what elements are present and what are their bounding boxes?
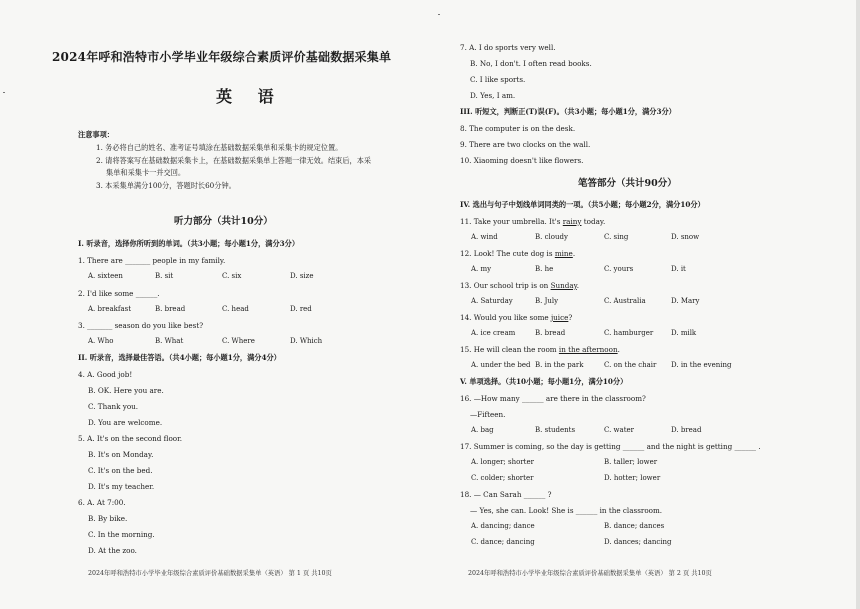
option-c: C. colder; shorter <box>471 474 534 482</box>
option-a: A. Who <box>88 337 114 345</box>
note-item: 2. 请将答案写在基础数据采集卡上，在基础数据采集单上答题一律无效。结束后，本采 <box>96 156 372 165</box>
option-d: D. dances; dancing <box>604 538 672 546</box>
question-stem: 15. He will clean the room in the afternoon. <box>460 345 620 354</box>
option-d: D. Which <box>290 337 323 345</box>
answer-line: D. It's my teacher. <box>88 482 155 491</box>
option-d: D. red <box>290 305 312 313</box>
option-d: D. it <box>671 265 686 273</box>
answer-line: C. In the morning. <box>88 530 155 539</box>
option-b: B. sit <box>155 272 174 280</box>
answer-line: 4. A. Good job! <box>78 370 133 379</box>
statement: 8. The computer is on the desk. <box>460 124 576 133</box>
question-stem: —Fifteen. <box>470 410 506 419</box>
question-stem: 2. I'd like some ______. <box>78 289 160 298</box>
answer-line: C. It's on the bed. <box>88 466 153 475</box>
question-stem: 11. Take your umbrella. It's rainy today. <box>460 217 606 226</box>
answer-line: B. OK. Here you are. <box>88 386 164 395</box>
option-c: C. head <box>222 305 249 313</box>
option-b: B. students <box>535 426 576 434</box>
answer-line: 7. A. I do sports very well. <box>460 43 556 52</box>
option-b: B. taller; lower <box>604 458 658 466</box>
option-c: C. yours <box>604 265 634 273</box>
question-stem: 18. — Can Sarah ______ ? <box>460 490 552 499</box>
option-a: A. breakfast <box>88 305 132 313</box>
answer-line: 5. A. It's on the second floor. <box>78 434 183 443</box>
question-stem: 12. Look! The cute dog is mine. <box>460 249 576 258</box>
option-a: A. sixteen <box>88 272 123 280</box>
option-d: D. snow <box>671 233 700 241</box>
footer-right: 2024年呼和浩特市小学毕业年级综合素质评价基础数据采集单（英语） 第 2 页 共10页 <box>468 570 712 577</box>
option-d: D. in the evening <box>671 361 732 369</box>
option-c: C. water <box>604 426 635 434</box>
option-b: B. July <box>535 297 559 305</box>
option-b: B. cloudy <box>535 233 568 241</box>
option-a: A. ice cream <box>471 329 516 337</box>
answer-line: D. At the zoo. <box>88 546 137 555</box>
exam-page-right <box>430 0 860 609</box>
scan-speck <box>3 92 5 93</box>
answer-line: D. You are welcome. <box>88 418 163 427</box>
exam-title: 2024年呼和浩特市小学毕业年级综合素质评价基础数据采集单 <box>52 50 392 64</box>
option-b: B. bread <box>535 329 566 337</box>
question-stem: 3. _______ season do you like best? <box>78 321 204 330</box>
option-c: C. sing <box>604 233 629 241</box>
answer-line: B. No, I don't. I often read books. <box>470 59 592 68</box>
option-d: D. size <box>290 272 314 280</box>
option-b: B. in the park <box>535 361 584 369</box>
option-c: C. six <box>222 272 242 280</box>
option-a: A. wind <box>471 233 498 241</box>
subject-title: 英 语 <box>216 87 284 106</box>
option-a: A. longer; shorter <box>471 458 534 466</box>
answer-line: 6. A. At 7:00. <box>78 498 126 507</box>
question-stem: — Yes, she can. Look! She is ______ in the classroom. <box>470 506 663 515</box>
answer-line: B. It's on Monday. <box>88 450 154 459</box>
part1-heading: I. 听录音，选择你所听到的单词。（共3小题；每小题1分，满分3分） <box>78 239 300 248</box>
option-d: D. Mary <box>671 297 700 305</box>
scan-speck <box>438 14 440 15</box>
question-stem: 13. Our school trip is on Sunday. <box>460 281 580 290</box>
option-c: C. Australia <box>604 297 646 305</box>
notes-heading: 注意事项： <box>78 130 114 139</box>
option-d: D. milk <box>671 329 697 337</box>
option-c: C. dance; dancing <box>471 538 535 546</box>
option-b: B. he <box>535 265 554 273</box>
option-a: A. dancing; dance <box>471 522 535 530</box>
question-stem: 14. Would you like some juice? <box>460 313 573 322</box>
part3-heading: III. 听短文，判断正(T)误(F)。（共3小题；每小题1分，满分3分） <box>460 107 676 116</box>
option-b: B. dance; dances <box>604 522 665 530</box>
option-a: A. my <box>471 265 492 273</box>
question-stem: 1. There are _______ people in my family. <box>78 256 226 265</box>
question-stem: 17. Summer is coming, so the day is getting ______ and the night is getting ______ . <box>460 442 761 451</box>
option-b: B. bread <box>155 305 186 313</box>
option-b: B. What <box>155 337 184 345</box>
answer-line: D. Yes, I am. <box>470 91 516 100</box>
note-item: 1. 务必将自己的姓名、准考证号填涂在基础数据采集单和采集卡的规定位置。 <box>96 143 343 152</box>
note-item: 3. 本采集单满分100分，答题时长60分钟。 <box>96 181 236 190</box>
option-c: C. hamburger <box>604 329 654 337</box>
option-a: A. bag <box>471 426 494 434</box>
option-d: D. hotter; lower <box>604 474 661 482</box>
written-section-title: 笔答部分（共计90分） <box>578 178 677 189</box>
part5-heading: V. 单项选择。（共10小题；每小题1分，满分10分） <box>460 377 628 386</box>
note-item: 集单和采集卡一并交回。 <box>106 168 186 177</box>
option-c: C. Where <box>222 337 255 345</box>
answer-line: B. By bike. <box>88 514 128 523</box>
statement: 9. There are two clocks on the wall. <box>460 140 591 149</box>
part4-heading: IV. 选出与句子中划线单词同类的一项。（共5小题；每小题2分，满分10分） <box>460 200 705 209</box>
scan-edge <box>856 0 860 609</box>
listening-section-title: 听力部分（共计10分） <box>174 216 273 227</box>
part2-heading: II. 听录音，选择最佳答语。（共4小题；每小题1分，满分4分） <box>78 353 281 362</box>
option-d: D. bread <box>671 426 702 434</box>
answer-line: C. Thank you. <box>88 402 139 411</box>
option-c: C. on the chair <box>604 361 657 369</box>
statement: 10. Xiaoming doesn't like flowers. <box>460 156 584 165</box>
answer-line: C. I like sports. <box>470 75 526 84</box>
option-a: A. under the bed <box>471 361 531 369</box>
footer-left: 2024年呼和浩特市小学毕业年级综合素质评价基础数据采集单（英语） 第 1 页 共10页 <box>88 570 332 577</box>
option-a: A. Saturday <box>471 297 513 305</box>
question-stem: 16. —How many ______ are there in the classroom? <box>460 394 646 403</box>
